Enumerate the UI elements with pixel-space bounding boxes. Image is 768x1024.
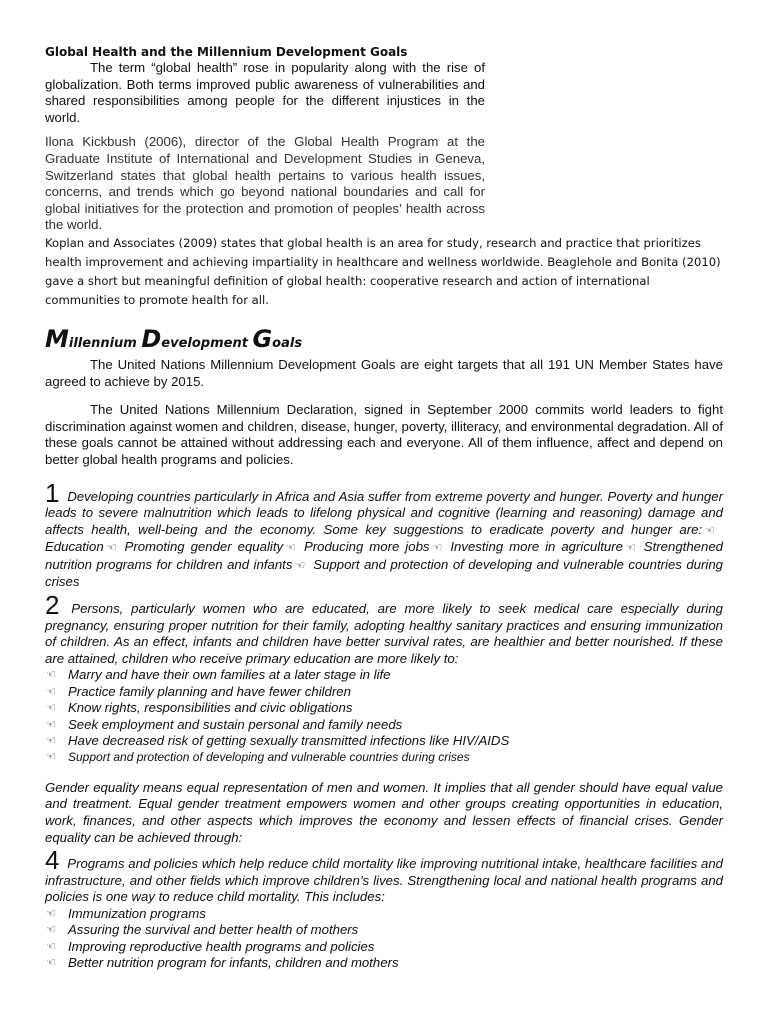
list-item — [45, 922, 723, 938]
hand-pointer-icon: ☜ — [46, 735, 56, 748]
hand-pointer-icon: ☜ — [295, 559, 306, 572]
list-item-text: Assuring the survival and better health of mothers — [68, 922, 359, 938]
mdg-title-cap-2: D — [141, 324, 162, 353]
mdg-title-cap-1: M — [45, 324, 69, 353]
intro-section — [45, 44, 485, 234]
goal-1-number: 1 — [45, 477, 60, 508]
hand-pointer-icon: ☜ — [286, 542, 296, 555]
mdg-title-rest-1: illennium — [68, 335, 142, 351]
intro-paragraph-3: Koplan and Associates (2009) states that global health is an area for study, research and practice that prioritizes health improvement and achieving impartiality in healthcare and wellness worldwide. Beaglehole and Bonita (2010) gave a short but meaningful definition of global health: cooperative research and action of international communities to promote health for all. — [45, 235, 721, 307]
list-item-text: Better nutrition program for infants, children and mothers — [68, 955, 399, 971]
mdg-title-rest-3: oals — [272, 335, 303, 351]
hand-pointer-icon: ☜ — [46, 924, 56, 937]
goal-1-suggestion: Producing more jobs — [303, 539, 430, 555]
list-item — [45, 733, 723, 749]
list-item-text: Support and protection of developing and vulnerable countries during crises — [68, 750, 470, 765]
goal-4 — [45, 845, 723, 906]
goal-1 — [45, 477, 723, 592]
goal-2-text: Persons, particularly women who are educated, are more likely to seek medical care especially during pregnancy, ensuring proper nutrition for their family, adopting healthy sanitary practices and ensuring immunization of children. As an effect, infants and children have better survival rates, are healthier and better nourished. If these are attained, children who receive primary education are more likely to: — [45, 601, 723, 666]
list-item-text: Seek employment and sustain personal and family needs — [68, 716, 403, 732]
hand-pointer-icon: ☜ — [46, 908, 56, 921]
hand-pointer-icon: ☜ — [625, 542, 636, 555]
list-item — [45, 939, 723, 955]
gender-equality-paragraph: Gender equality means equal representation of men and women. It implies that all gender should have equal value and treatment. Equal gender treatment empowers women and other groups creating opportunities in education, work, finances, and other aspects which improves the economy and lessen effects of financial crises. Gender equality can be achieved through: — [45, 779, 723, 845]
mdg-paragraph-1: The United Nations Millennium Development Goals are eight targets that all 191 UN Member States have agreed to achieve by 2015. — [45, 356, 723, 389]
goal-1-suggestion: Investing more in agriculture — [450, 539, 623, 555]
list-item — [45, 955, 723, 971]
goal-2-list — [45, 667, 723, 765]
goal-1-suggestion: Education — [45, 539, 104, 555]
list-item — [45, 906, 723, 922]
list-item — [45, 749, 723, 765]
goal-4-number: 4 — [45, 845, 60, 876]
mdg-title-cap-3: G — [252, 324, 273, 353]
list-item — [45, 717, 723, 733]
hand-pointer-icon: ☜ — [106, 542, 117, 555]
goal-1-text: Developing countries particularly in Africa and Asia suffer from extreme poverty and hunger. Poverty and hunger leads to severe malnutrition which leads to lifelong physical and cognitive (learning and reasoning) damage and affects health, well-being and the economy. Some key suggestions to eradicate poverty and hunger are: — [45, 488, 723, 537]
hand-pointer-icon: ☜ — [46, 940, 56, 953]
list-item-text: Practice family planning and have fewer children — [68, 683, 351, 699]
hand-pointer-icon: ☜ — [46, 718, 56, 731]
goal-1-suggestion: Support and protection of developing and vulnerable countries during crises — [45, 556, 723, 590]
mdg-title-rest-2: evelopment — [161, 335, 253, 351]
hand-pointer-icon: ☜ — [46, 957, 56, 970]
goal-4-list — [45, 906, 723, 972]
goal-1-suggestion: Promoting gender equality — [124, 539, 284, 555]
hand-pointer-icon: ☜ — [705, 524, 715, 537]
intro-paragraph-2: Ilona Kickbush (2006), director of the Global Health Program at the Graduate Institute of International and Development Studies in Geneva, Switzerland states that global health pertains to various health issues, concerns, and trends which go beyond national boundaries and call for global initiatives for the protection and promotion of peoples’ health across the world. — [45, 134, 485, 233]
list-item — [45, 684, 723, 700]
document-page — [45, 44, 723, 972]
mdg-paragraph-2: The United Nations Millennium Declaration, signed in September 2000 commits world leaders to fight discrimination against women and children, disease, hunger, poverty, illiteracy, and environmental degradation. All of these goals cannot be attained without addressing each and everyone. All of them influence, affect and depend on better global health programs and policies. — [45, 402, 723, 467]
hand-pointer-icon: ☜ — [46, 685, 56, 698]
hand-pointer-icon: ☜ — [46, 751, 56, 764]
list-item-text: Immunization programs — [68, 906, 206, 922]
list-item — [45, 667, 723, 683]
section-heading: Global Health and the Millennium Development Goals — [45, 45, 408, 59]
hand-pointer-icon: ☜ — [46, 669, 56, 682]
list-item-text: Have decreased risk of getting sexually transmitted infections like HIV/AIDS — [68, 733, 510, 749]
mdg-title — [45, 326, 723, 357]
goal-2 — [45, 590, 723, 667]
goal-4-text: Programs and policies which help reduce child mortality like improving nutritional intake, healthcare facilities and infrastructure, and other fields which improve children’s lives. Strengthening local and national health programs and policies is one way to reduce child mortality. This includes: — [45, 856, 723, 905]
list-item-text: Improving reproductive health programs and policies — [68, 938, 375, 954]
hand-pointer-icon: ☜ — [46, 702, 56, 715]
list-item — [45, 700, 723, 716]
list-item-text: Marry and have their own families at a later stage in life — [68, 667, 391, 683]
goal-2-number: 2 — [45, 590, 60, 621]
list-item-text: Know rights, responsibilities and civic obligations — [68, 700, 353, 716]
intro-paragraph-1: The term “global health” rose in popularity along with the rise of globalization. Both terms improved public awareness of vulnerabilities and shared responsibilities among people for the different injustices in the world. — [45, 60, 485, 125]
hand-pointer-icon: ☜ — [432, 542, 443, 555]
goal-1-suggestion: Strengthened nutrition programs for children and infants — [45, 539, 723, 572]
